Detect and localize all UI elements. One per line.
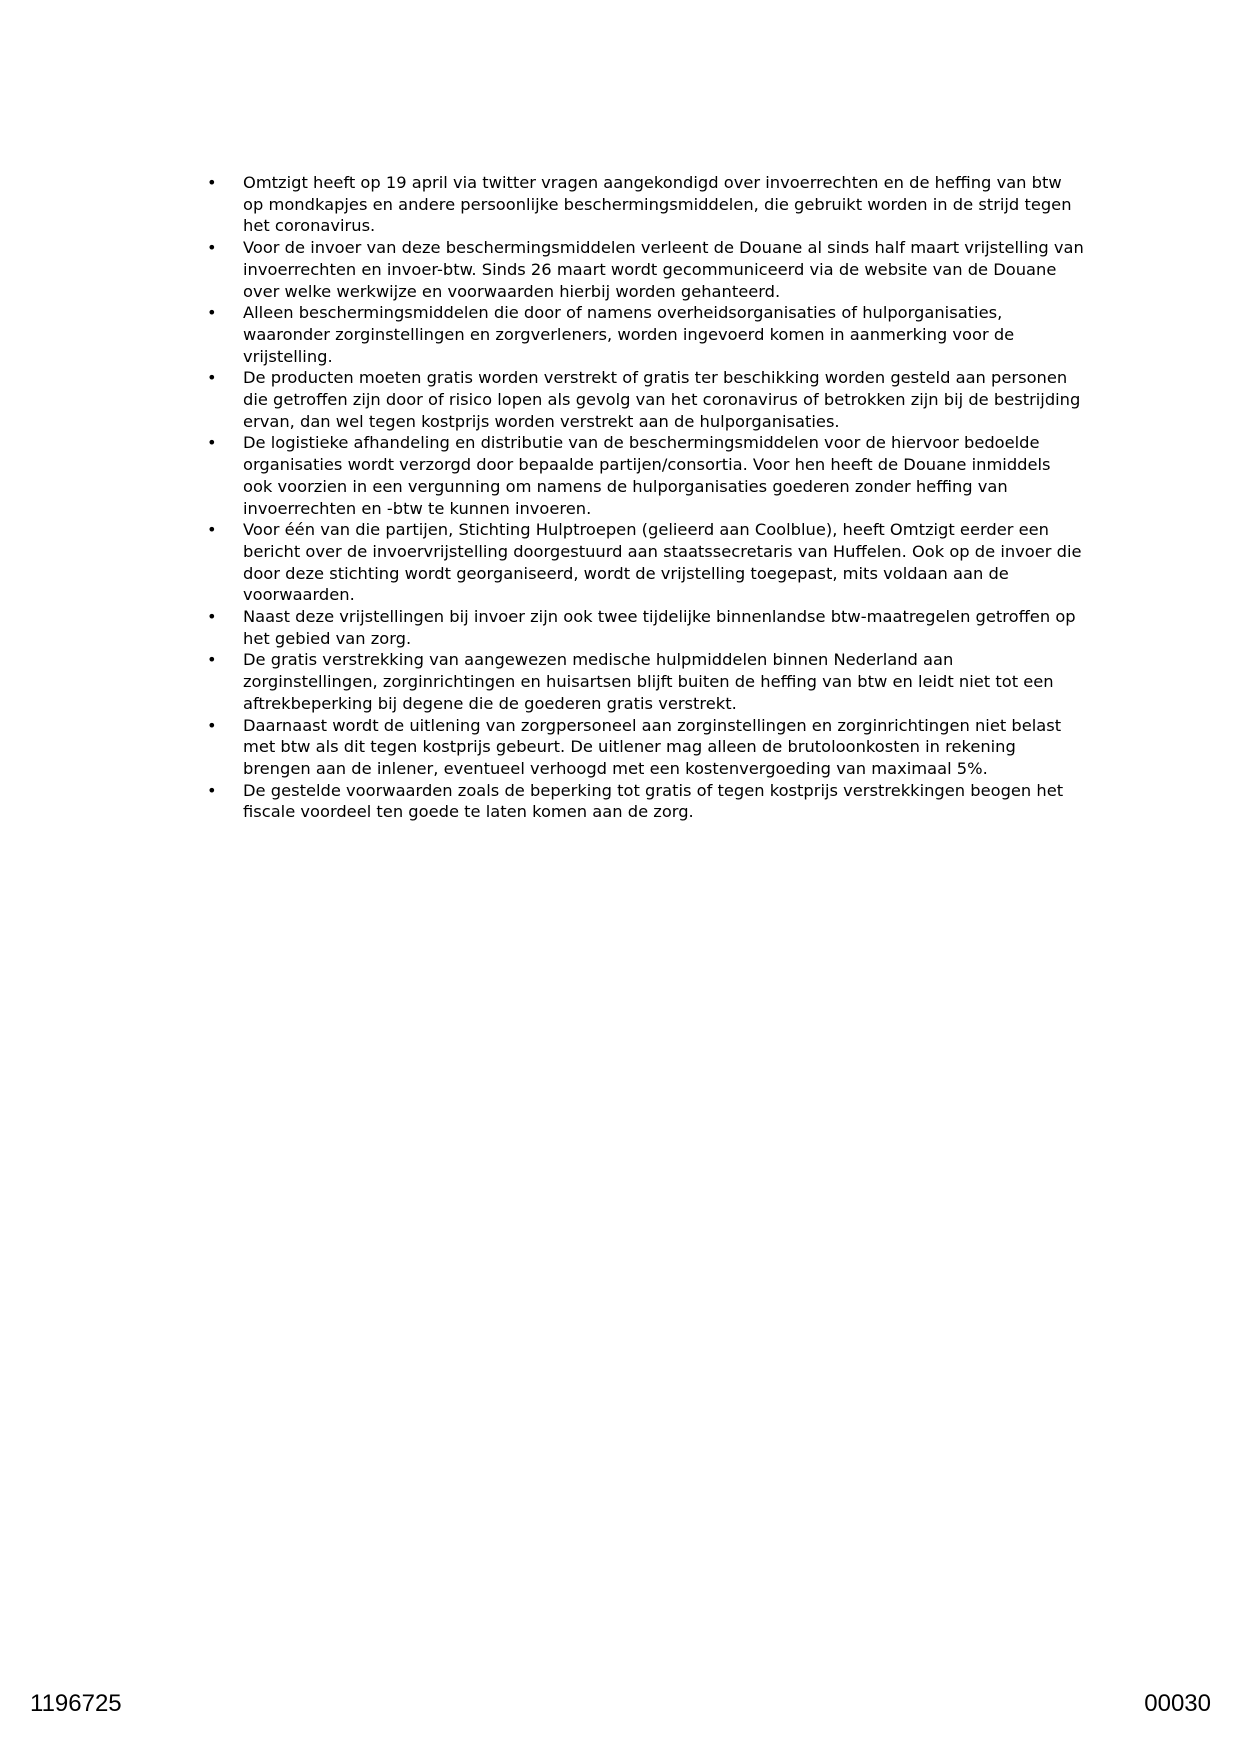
- list-item-text: Omtzigt heeft op 19 april via twitter vragen aangekondigd over invoerrechten en de heffing van btw op mondkapjes en andere persoonlijke beschermingsmiddelen, die gebruikt worden in de strijd tegen het coronavirus.: [243, 173, 1072, 236]
- list-item: [205, 715, 1085, 780]
- list-item-text: Voor de invoer van deze beschermingsmiddelen verleent de Douane al sinds half maart vrijstelling van invoerrechten en invoer-btw. Sinds 26 maart wordt gecommuniceerd via de website van de Douane over welke werkwijze en voorwaarden hierbij worden gehanteerd.: [243, 238, 1084, 301]
- list-item-text: De producten moeten gratis worden verstrekt of gratis ter beschikking worden gesteld aan personen die getroffen zijn door of risico lopen als gevolg van het coronavirus of betrokken zijn bij de bestrijding ervan, dan wel tegen kostprijs worden verstrekt aan de hulporganisaties.: [243, 368, 1081, 431]
- bullet-list: [205, 172, 1085, 823]
- list-item: [205, 432, 1085, 519]
- bullet-icon: •: [207, 173, 217, 192]
- document-number: 1196725: [30, 1690, 122, 1717]
- list-item-text: Alleen beschermingsmiddelen die door of namens overheidsorganisaties of hulporganisaties, waaronder zorginstellingen en zorgverleners, worden ingevoerd komen in aanmerking voor de vrijstelling.: [243, 303, 1015, 366]
- bullet-icon: •: [207, 433, 217, 453]
- list-item: [205, 302, 1085, 367]
- list-item-text: Daarnaast wordt de uitlening van zorgpersoneel aan zorginstellingen en zorginrichtingen niet belast met btw als dit tegen kostprijs gebeurt. De uitlener mag alleen de brutoloonkosten in rekening brengen aan de inlener, eventueel verhoogd met een kostenvergoeding van maximaal 5%.: [243, 715, 1062, 778]
- bullet-icon: •: [207, 607, 217, 627]
- page-number: 00030: [1144, 1690, 1211, 1717]
- list-item: [205, 649, 1085, 714]
- list-item-text: De logistieke afhandeling en distributie van de beschermingsmiddelen voor de hiervoor bedoelde organisaties wordt verzorgd door bepaalde partijen/consortia. Voor hen heeft de Douane inmiddels ook voorzien in een vergunning om namens de hulporganisaties goederen zonder heffing van invoerrechten en -btw te kunnen invoeren.: [243, 433, 1051, 518]
- bullet-icon: •: [207, 238, 217, 258]
- list-item-text: De gestelde voorwaarden zoals de beperking tot gratis of tegen kostprijs verstrekkingen beogen het fiscale voordeel ten goede te laten komen aan de zorg.: [243, 780, 1064, 822]
- bullet-icon: •: [207, 650, 217, 670]
- list-item: [205, 780, 1085, 823]
- list-item-text: Voor één van die partijen, Stichting Hulptroepen (gelieerd aan Coolblue), heeft Omtzigt eerder een bericht over de invoervrijstelling doorgestuurd aan staatssecretaris van Huffelen. Ook op de invoer die door deze stichting wordt georganiseerd, wordt de vrijstelling toegepast, mits voldaan aan de voorwaarden.: [243, 520, 1082, 605]
- list-item: [205, 367, 1085, 432]
- bullet-icon: •: [207, 520, 217, 540]
- bullet-icon: •: [207, 368, 217, 388]
- bullet-icon: •: [207, 715, 217, 735]
- list-item: [205, 172, 1085, 237]
- bullet-icon: •: [207, 303, 217, 323]
- list-item-text: De gratis verstrekking van aangewezen medische hulpmiddelen binnen Nederland aan zorginstellingen, zorginrichtingen en huisartsen blijft buiten de heffing van btw en leidt niet tot een aftrekbeperking bij degene die de goederen gratis verstrekt.: [243, 650, 1054, 713]
- list-item: [205, 519, 1085, 606]
- bullet-icon: •: [207, 780, 217, 800]
- list-item-text: Naast deze vrijstellingen bij invoer zijn ook twee tijdelijke binnenlandse btw-maatregelen getroffen op het gebied van zorg.: [243, 607, 1076, 648]
- list-item: [205, 606, 1085, 649]
- list-item: [205, 237, 1085, 302]
